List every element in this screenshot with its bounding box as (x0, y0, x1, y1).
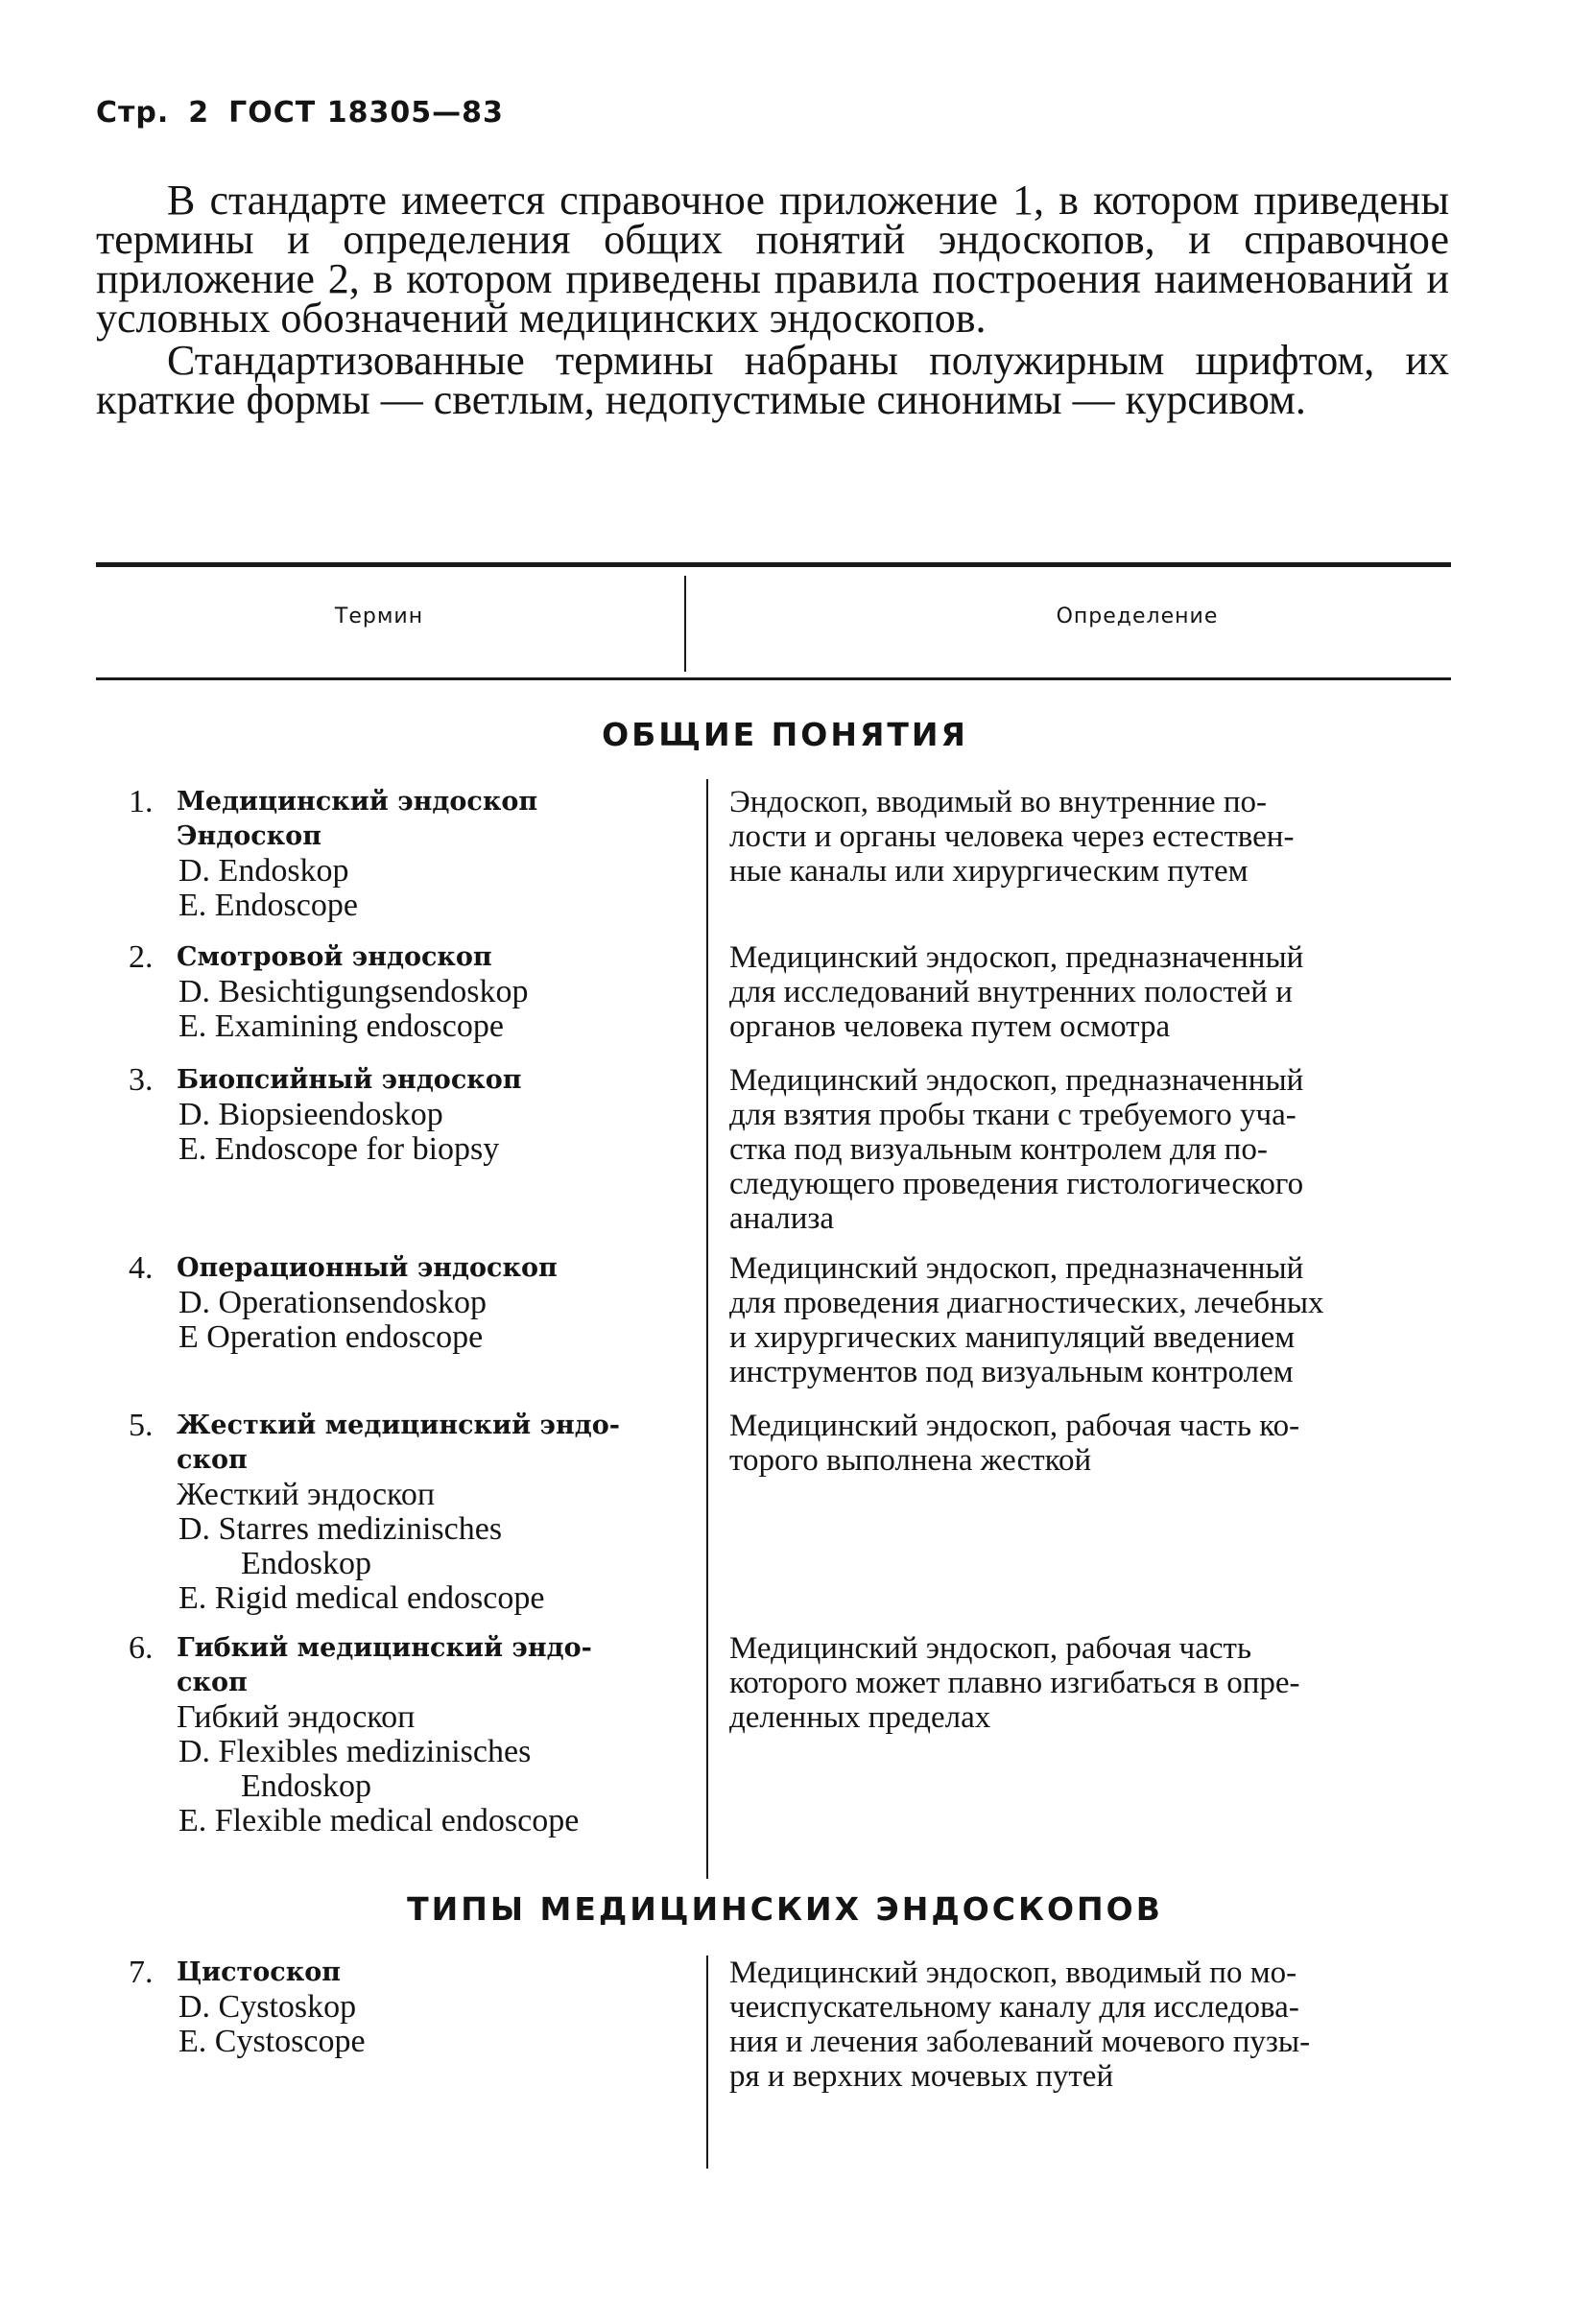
definition-line: стка под визуальным контролем для по- (729, 1132, 1268, 1167)
section-title-general: ОБЩИЕ ПОНЯТИЯ (602, 716, 968, 753)
term-english: E. Endoscope (178, 888, 358, 923)
definition-line: следующего проведения гистологического (729, 1167, 1304, 1201)
definition-line: ные каналы или хирургическим путем (729, 854, 1249, 889)
term-number: 3. (129, 1062, 154, 1098)
term-main: Смотровой эндоскоп (177, 942, 492, 972)
definition-line: инструментов под визуальным контролем (729, 1355, 1294, 1389)
term-short: Жесткий эндоскоп (177, 1477, 436, 1512)
definition-line: Медицинский эндоскоп, рабочая часть ко- (729, 1409, 1300, 1443)
definition-line: торого выполнена жесткой (729, 1443, 1092, 1478)
definition-line: ния и лечения заболеваний мочевого пузы- (729, 2025, 1311, 2059)
intro-text (96, 177, 1449, 423)
term-german: D. Flexibles medizinisches (178, 1734, 532, 1769)
column-divider (706, 1956, 708, 2169)
term-number: 7. (129, 1955, 154, 1990)
term-german: D. Besichtigungsendoskop (178, 974, 529, 1009)
term-english: E. Endoscope for biopsy (178, 1131, 500, 1167)
term-german: D. Cystoskop (178, 1989, 357, 2025)
column-divider (706, 779, 708, 1879)
term-english: E Operation endoscope (178, 1319, 484, 1355)
term-german: D. Biopsieendoskop (178, 1097, 443, 1132)
header-divider (684, 576, 686, 672)
definition-line: для взятия пробы ткани с требуемого уча- (729, 1098, 1296, 1132)
term-main-continued: скоп (177, 1445, 248, 1475)
term-english: E. Flexible medical endoscope (178, 1803, 580, 1838)
intro-paragraph-2: Стандартизованные термины набраны полужирным шрифтом, их краткие формы — светлым, недопустимые синонимы — курсивом. (96, 337, 1449, 423)
term-number: 4. (129, 1250, 154, 1286)
term-german-continued: Endoskop (241, 1768, 371, 1804)
term-number: 2. (129, 939, 154, 975)
term-entry-2 (129, 939, 679, 1044)
term-german: D. Operationsendoskop (178, 1285, 488, 1320)
definition-6 (729, 1631, 1454, 1735)
definition-3 (729, 1063, 1454, 1236)
definition-7 (729, 1956, 1454, 2094)
term-german: D. Endoskop (178, 853, 349, 889)
definition-line: чеиспускательному каналу для исследова- (729, 1990, 1299, 2025)
definition-line: для проведения диагностических, лечебных (729, 1286, 1324, 1320)
term-entry-5 (129, 1408, 679, 1616)
table-header-rule (96, 677, 1451, 680)
column-header-term: Термин (334, 605, 424, 628)
intro-paragraph-1: В стандарте имеется справочное приложение 1, в котором приведены термины и определения общих понятий эндоскопов, и справочное приложение 2, в котором приведены правила построения наименований и условных обозначений медицинских эндоскопов. (96, 177, 1449, 342)
page-number: 2 (188, 96, 210, 130)
definition-line: Эндоскоп, вводимый во внутренние по- (729, 785, 1267, 819)
table-top-rule (96, 562, 1451, 567)
term-english: E. Cystoscope (178, 2024, 366, 2059)
term-entry-4 (129, 1250, 679, 1355)
term-number: 1. (129, 784, 154, 819)
definition-line: Медицинский эндоскоп, предназначенный (729, 1063, 1304, 1098)
definition-1 (729, 785, 1454, 889)
term-entry-3 (129, 1062, 679, 1167)
page-header (96, 96, 523, 130)
definition-4 (729, 1251, 1454, 1389)
definition-line: органов человека путем осмотра (729, 1009, 1171, 1044)
column-header-definition: Определение (1056, 605, 1219, 628)
term-short: Эндоскоп (177, 821, 321, 851)
page-prefix: Стр. (96, 96, 170, 130)
term-entry-6 (129, 1630, 679, 1838)
definition-line: лости и органы человека через естествен- (729, 819, 1295, 854)
term-english: E. Examining endoscope (178, 1008, 504, 1044)
term-main: Биопсийный эндоскоп (177, 1065, 522, 1095)
definition-line: Медицинский эндоскоп, вводимый по мо- (729, 1956, 1297, 1990)
term-main: Жесткий медицинский эндо- (177, 1411, 620, 1440)
definition-line: для исследований внутренних полостей и (729, 975, 1293, 1009)
term-short: Гибкий эндоскоп (177, 1699, 416, 1735)
term-german-continued: Endoskop (241, 1546, 371, 1581)
term-german: D. Starres medizinisches (178, 1511, 503, 1547)
definition-5 (729, 1409, 1454, 1478)
term-main: Операционный эндоскоп (177, 1253, 558, 1283)
definition-2 (729, 940, 1454, 1044)
definition-line: Медицинский эндоскоп, предназначенный (729, 1251, 1304, 1286)
section-title-types: ТИПЫ МЕДИЦИНСКИХ ЭНДОСКОПОВ (407, 1890, 1163, 1928)
term-main: Гибкий медицинский эндо- (177, 1633, 592, 1663)
standard-code: ГОСТ 18305—83 (228, 96, 504, 130)
term-english: E. Rigid medical endoscope (178, 1580, 545, 1616)
term-number: 6. (129, 1630, 154, 1666)
definition-line: и хирургических манипуляций введением (729, 1320, 1296, 1355)
definition-line: Медицинский эндоскоп, рабочая часть (729, 1631, 1252, 1666)
term-main-continued: скоп (177, 1668, 248, 1697)
term-number: 5. (129, 1408, 154, 1443)
term-entry-1 (129, 784, 679, 923)
definition-line: Медицинский эндоскоп, предназначенный (729, 940, 1304, 975)
definition-line: деленных пределах (729, 1700, 991, 1735)
term-entry-7 (129, 1955, 679, 2059)
definition-line: ря и верхних мочевых путей (729, 2059, 1114, 2094)
term-main: Медицинский эндоскоп (177, 787, 538, 817)
term-main: Цистоскоп (177, 1957, 342, 1987)
definition-line: анализа (729, 1201, 835, 1236)
definition-line: которого может плавно изгибаться в опре- (729, 1666, 1300, 1700)
